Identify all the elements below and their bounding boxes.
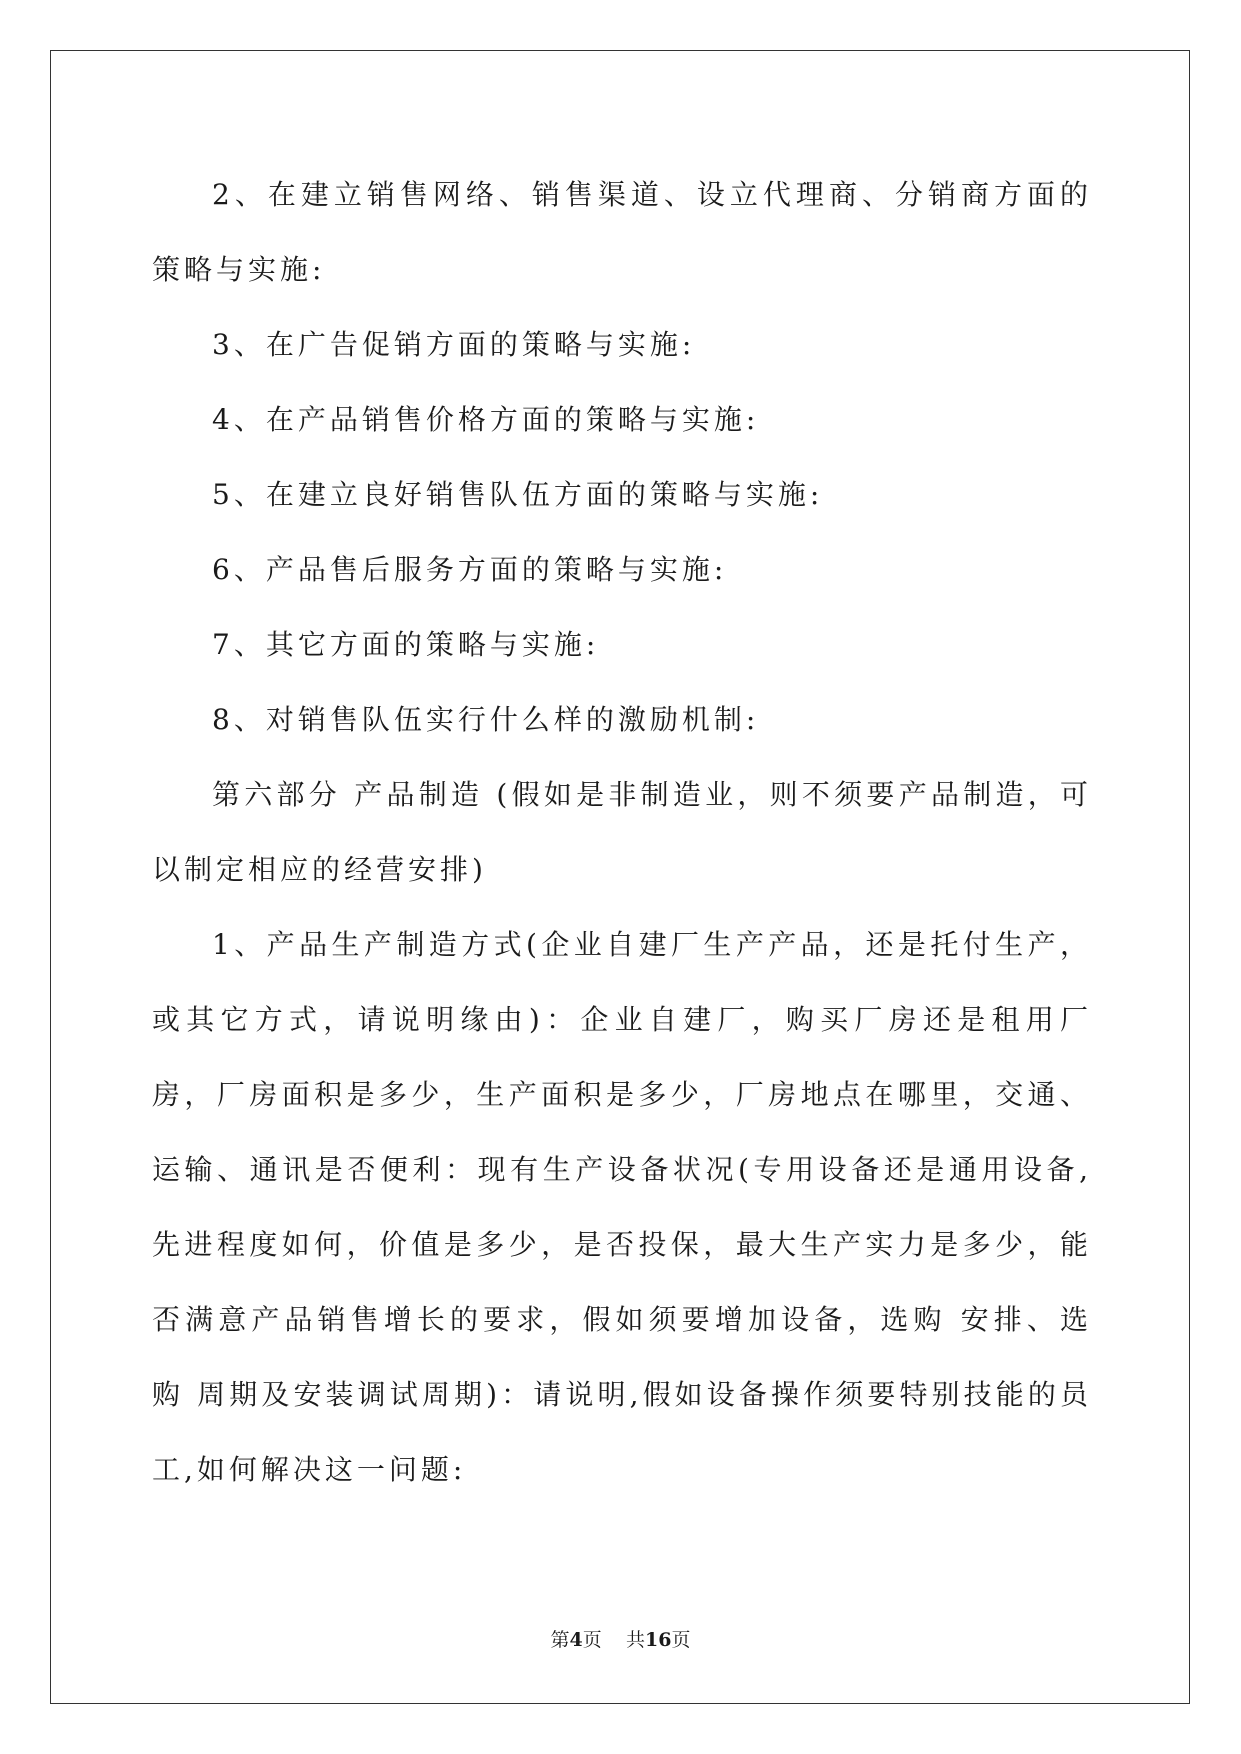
paragraph: 6、产品售后服务方面的策略与实施: (212, 553, 728, 586)
paragraph: 7、其它方面的策略与实施: (212, 628, 600, 661)
footer-prefix: 第 (550, 1629, 570, 1651)
paragraph: 2、在建立销售网络、销售渠道、设立代理商、分销商方面的策略与实施: (152, 178, 1092, 286)
footer-total-suffix: 页 (671, 1629, 691, 1651)
paragraph: 5、在建立良好销售队伍方面的策略与实施: (212, 478, 824, 511)
document-body (152, 157, 1092, 1507)
current-page-number: 4 (569, 1629, 583, 1651)
total-pages-number: 16 (644, 1629, 672, 1651)
paragraph: 1、产品生产制造方式(企业自建厂生产产品，还是托付生产，或其它方式，请说明缘由)：企业自建厂，购买厂房还是租用厂房，厂房面积是多少，生产面积是多少，厂房地点在哪里，交通、运输、通讯是否便利：现有生产设备状况(专用设备还是通用设备,先进程度如何，价值是多少，是否投保，最大生产实力是多少，能否满意产品销售增长的要求，假如须要增加设备，选购 安排、选购 周期及安装调试周期)：请说明,假如设备操作须要特别技能的员工,如何解决这一问题: (152, 928, 1092, 1486)
page-footer (0, 1625, 1241, 1652)
paragraph: 3、在广告促销方面的策略与实施: (212, 328, 696, 361)
footer-page-suffix: 页 (582, 1629, 602, 1651)
footer-total-prefix: 共 (625, 1629, 645, 1651)
section-heading: 第六部分 产品制造 (假如是非制造业，则不须要产品制造，可以制定相应的经营安排) (152, 778, 1092, 886)
paragraph: 4、在产品销售价格方面的策略与实施: (212, 403, 760, 436)
paragraph: 8、对销售队伍实行什么样的激励机制: (212, 703, 760, 736)
